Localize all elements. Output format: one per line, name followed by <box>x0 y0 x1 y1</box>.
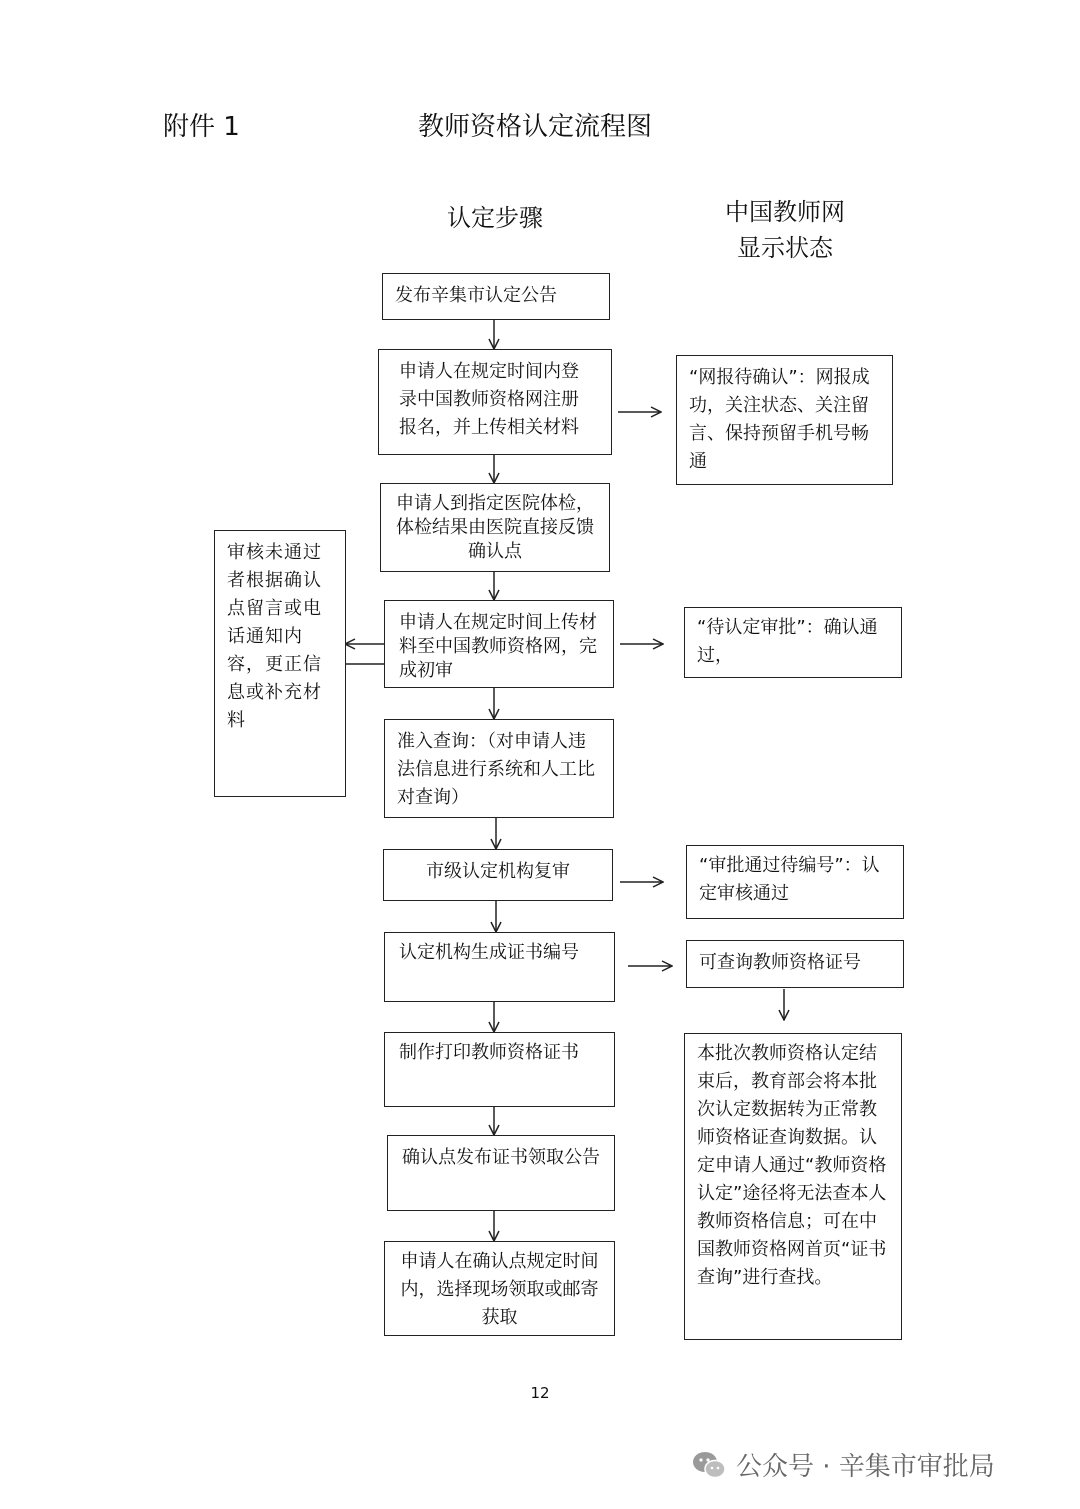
step-1-box: 发布辛集市认定公告 <box>382 273 610 320</box>
page-title: 教师资格认定流程图 <box>418 112 653 142</box>
step-4-box: 申请人在规定时间上传材料至中国教师资格网，完成初审 <box>384 600 614 688</box>
side-note-box: 审核未通过者根据确认点留言或电话通知内容，更正信息或补充材料 <box>214 530 346 797</box>
status-4-box: 可查询教师资格证号 <box>686 940 904 988</box>
column-heading-steps: 认定步骤 <box>447 204 543 232</box>
status-3-box: “审批通过待编号”：认定审核通过 <box>686 845 904 919</box>
attachment-label: 附件 1 <box>163 112 240 142</box>
status-1-box: “网报待确认”：网报成功，关注状态、关注留言、保持预留手机号畅通 <box>676 355 893 485</box>
page-number: 12 <box>530 1384 550 1402</box>
step-8-box: 制作打印教师资格证书 <box>384 1032 615 1107</box>
status-2-box: “待认定审批”：确认通过， <box>684 607 902 678</box>
column-heading-status-line2: 显示状态 <box>737 234 833 262</box>
wechat-icon <box>692 1451 726 1479</box>
step-6-box: 市级认定机构复审 <box>383 849 613 901</box>
step-3-box: 申请人到指定医院体检，体检结果由医院直接反馈确认点 <box>380 483 610 572</box>
step-7-box: 认定机构生成证书编号 <box>384 932 615 1002</box>
status-5-box: 本批次教师资格认定结束后，教育部会将本批次认定数据转为正常教师资格证查询数据。认定申请人通过“教师资格认定”途径将无法查本人教师资格信息；可在中国教师资格网首页“证书查询”进行查找。 <box>684 1033 902 1340</box>
footer-watermark <box>692 1446 995 1483</box>
step-5-box: 准入查询：（对申请人违法信息进行系统和人工比对查询） <box>384 719 614 818</box>
footer-text: 公众号 · 辛集市审批局 <box>736 1452 995 1482</box>
step-2-box: 申请人在规定时间内登录中国教师资格网注册报名，并上传相关材料 <box>378 349 612 455</box>
step-10-box: 申请人在确认点规定时间内，选择现场领取或邮寄获取 <box>384 1241 615 1336</box>
column-heading-status-line1: 中国教师网 <box>725 198 845 226</box>
step-9-box: 确认点发布证书领取公告 <box>387 1135 615 1211</box>
